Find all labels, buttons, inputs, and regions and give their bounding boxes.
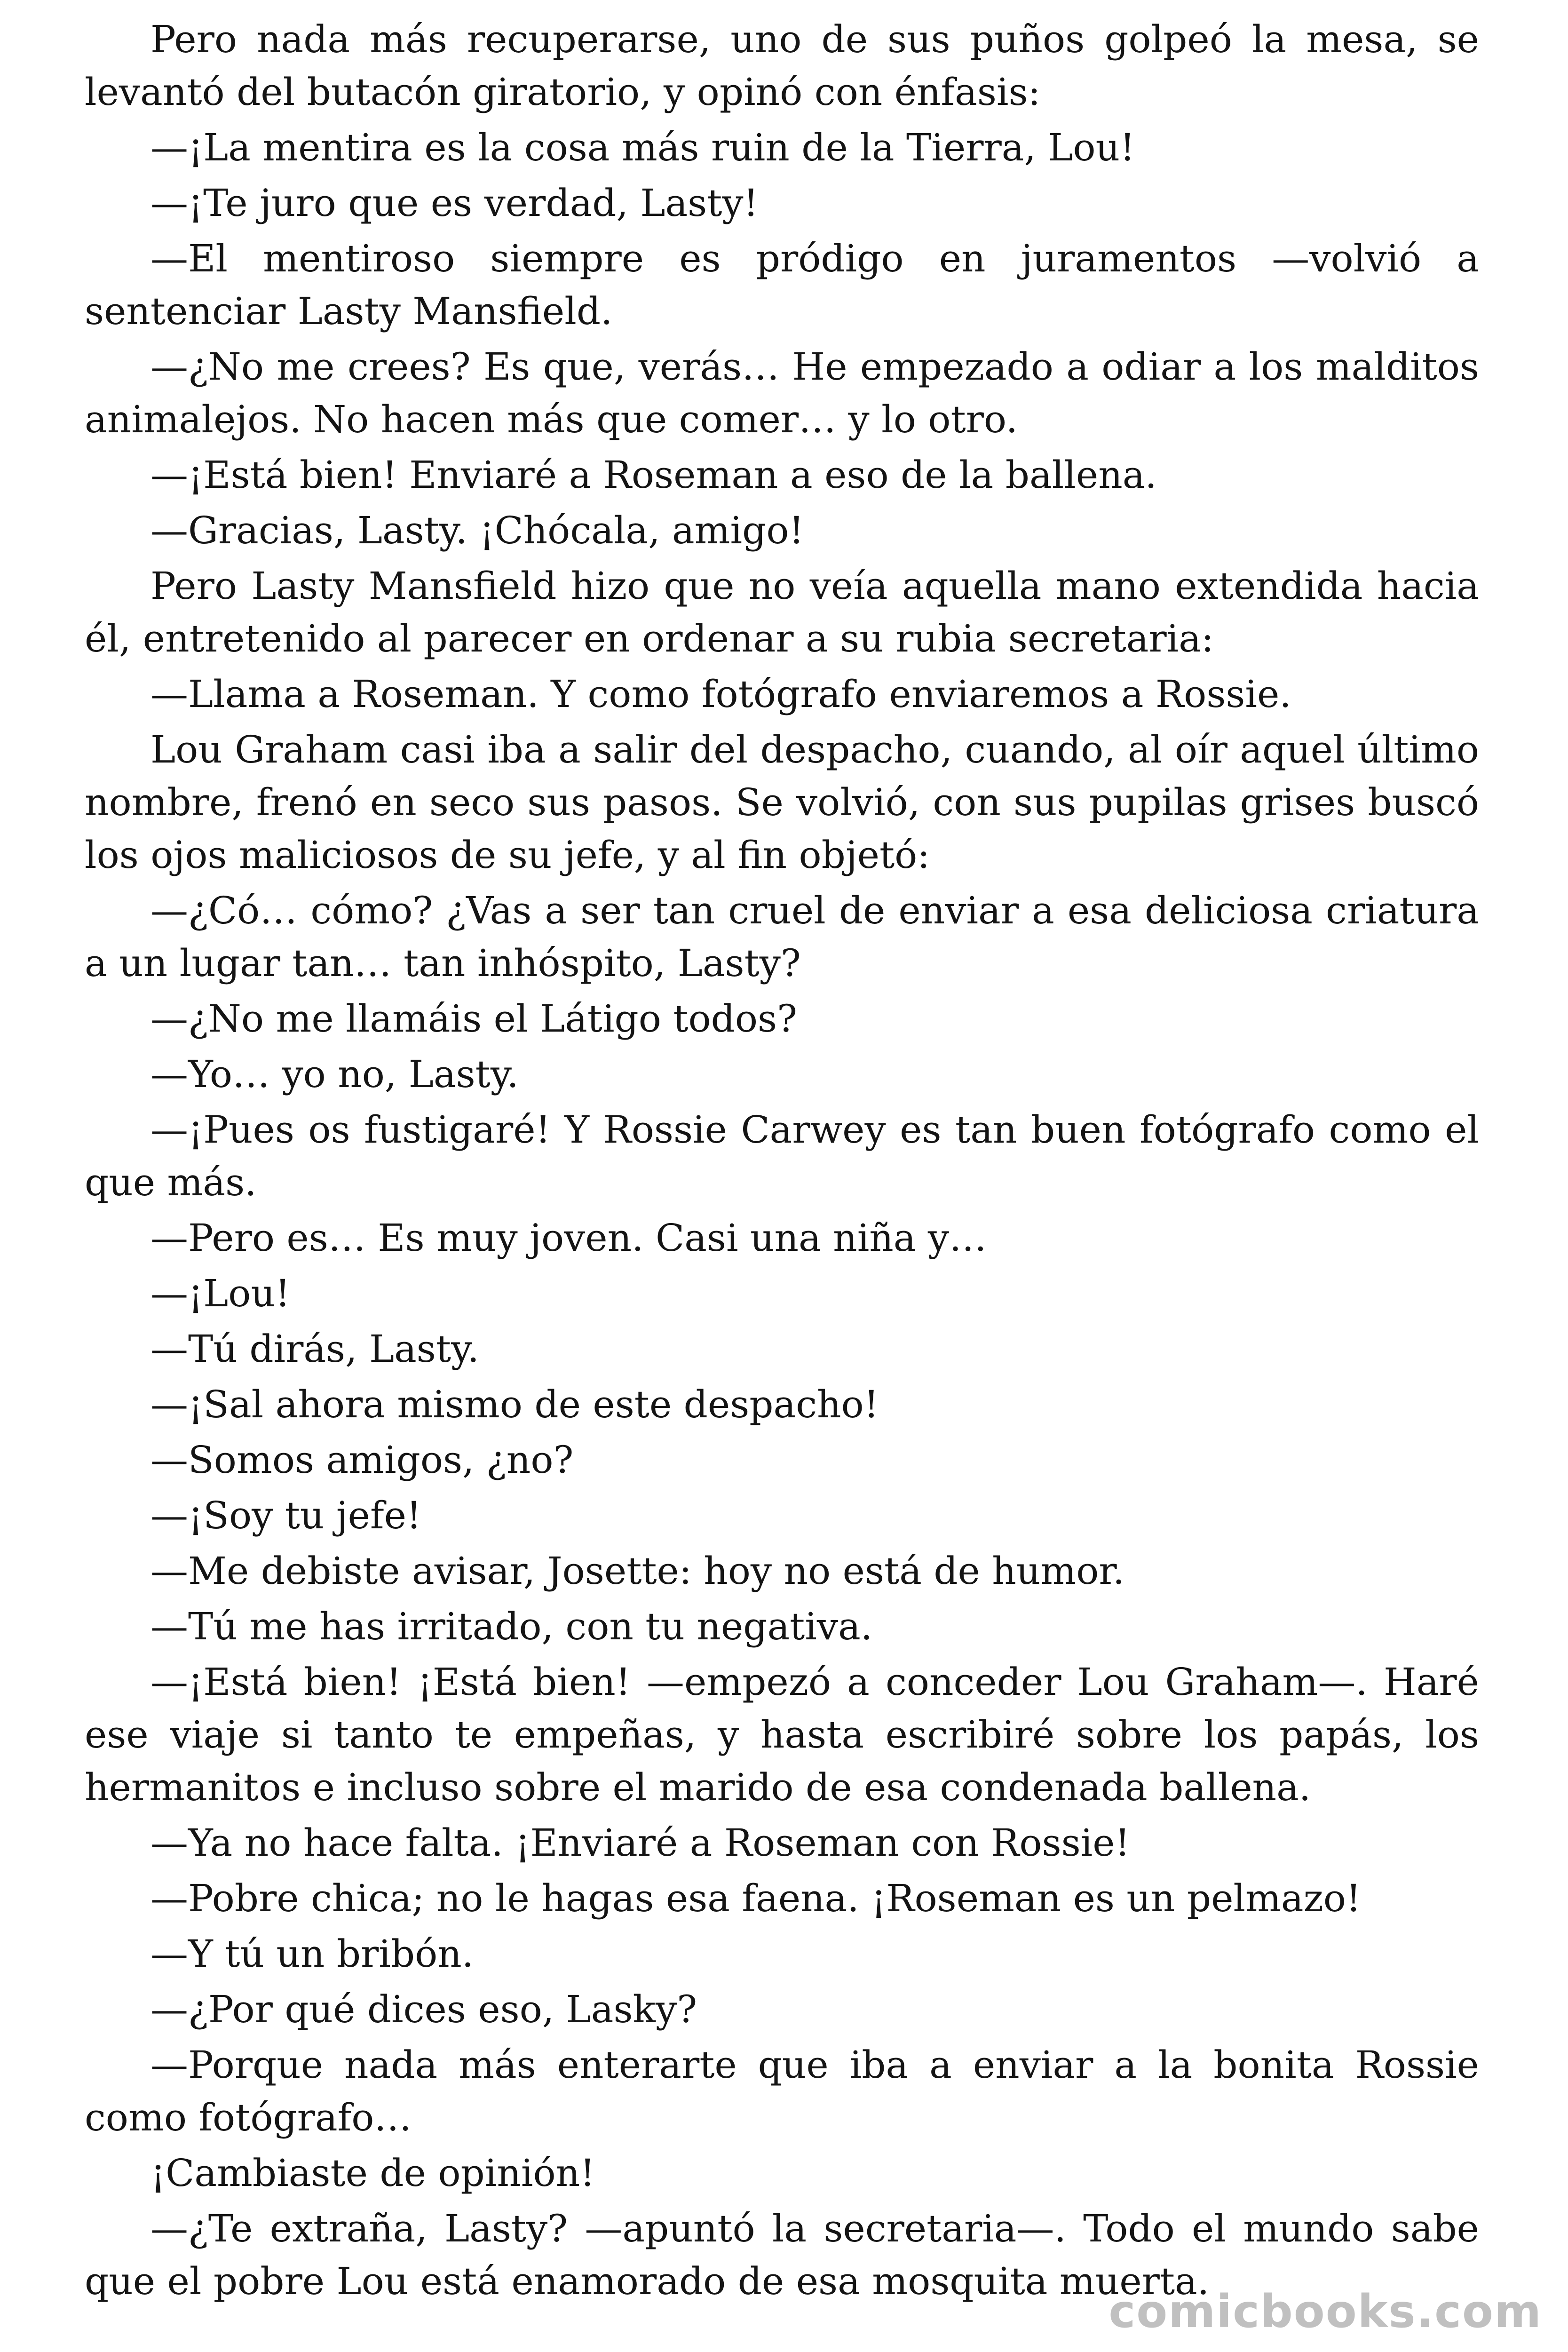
paragraph: —¡Te juro que es verdad, Lasty! [150,181,759,225]
paragraph: —Llama a Roseman. Y como fotógrafo enviaremos a Rossie. [150,672,1291,716]
watermark-text: comicbooks.com [1109,2285,1542,2338]
paragraph: —Porque nada más enterarte que iba a enviar a la bonita Rossie como fotógrafo… [85,2043,1479,2139]
paragraph: —Me debiste avisar, Josette: hoy no está de humor. [150,1549,1125,1593]
paragraph: —El mentiroso siempre es pródigo en juramentos —volvió a sentenciar Lasty Mansfield. [85,237,1479,333]
paragraph: —Tú me has irritado, con tu negativa. [150,1605,873,1648]
paragraph: —¡Sal ahora mismo de este despacho! [150,1383,879,1426]
paragraph: Pero Lasty Mansfield hizo que no veía aquella mano extendida hacia él, entretenido al parecer en ordenar a su rubia secretaria: [85,564,1479,660]
book-page-text [85,13,1479,2311]
paragraph: —Y tú un bribón. [150,1932,474,1976]
paragraph: —Pobre chica; no le hagas esa faena. ¡Roseman es un pelmazo! [150,1876,1362,1920]
paragraph: —Yo… yo no, Lasty. [150,1052,519,1096]
paragraph: Lou Graham casi iba a salir del despacho, cuando, al oír aquel último nombre, frenó en seco sus pasos. Se volvió, con sus pupilas grises buscó los ojos maliciosos de su jefe, y al fin objetó: [85,728,1479,877]
paragraph: —¿Por qué dices eso, Lasky? [150,1987,697,2031]
paragraph: —¡Soy tu jefe! [150,1494,422,1537]
paragraph: —¡Está bien! ¡Está bien! —empezó a conceder Lou Graham—. Haré ese viaje si tanto te empeñas, y hasta escribiré sobre los papás, los hermanitos e incluso sobre el marido de esa condenada ballena. [85,1660,1479,1809]
paragraph: —¡Está bien! Enviaré a Roseman a eso de la ballena. [150,453,1157,497]
paragraph: —¿Có… cómo? ¿Vas a ser tan cruel de enviar a esa deliciosa criatura a un lugar tan… tan inhóspito, Lasty? [85,889,1479,985]
paragraph: —Tú dirás, Lasty. [150,1327,479,1371]
paragraph: —¿No me llamáis el Látigo todos? [150,997,797,1041]
paragraph: —Ya no hace falta. ¡Enviaré a Roseman con Rossie! [150,1821,1130,1865]
paragraph: —¡Lou! [150,1271,291,1315]
paragraph: ¡Cambiaste de opinión! [150,2151,595,2195]
paragraph: —¡Pues os fustigaré! Y Rossie Carwey es tan buen fotógrafo como el que más. [85,1108,1479,1204]
paragraph: —Somos amigos, ¿no? [150,1438,574,1482]
paragraph: —¿No me crees? Es que, verás… He empezado a odiar a los malditos animalejos. No hacen más que comer… y lo otro. [85,345,1479,441]
paragraph: —Pero es… Es muy joven. Casi una niña y… [150,1216,987,1260]
paragraph: —¿Te extraña, Lasty? —apuntó la secretaria—. Todo el mundo sabe que el pobre Lou está enamorado de esa mosquita muerta. [85,2207,1479,2303]
paragraph: —Gracias, Lasty. ¡Chócala, amigo! [150,509,804,552]
paragraph: Pero nada más recuperarse, uno de sus puños golpeó la mesa, se levantó del butacón giratorio, y opinó con énfasis: [85,17,1479,114]
paragraph: —¡La mentira es la cosa más ruin de la Tierra, Lou! [150,126,1135,169]
